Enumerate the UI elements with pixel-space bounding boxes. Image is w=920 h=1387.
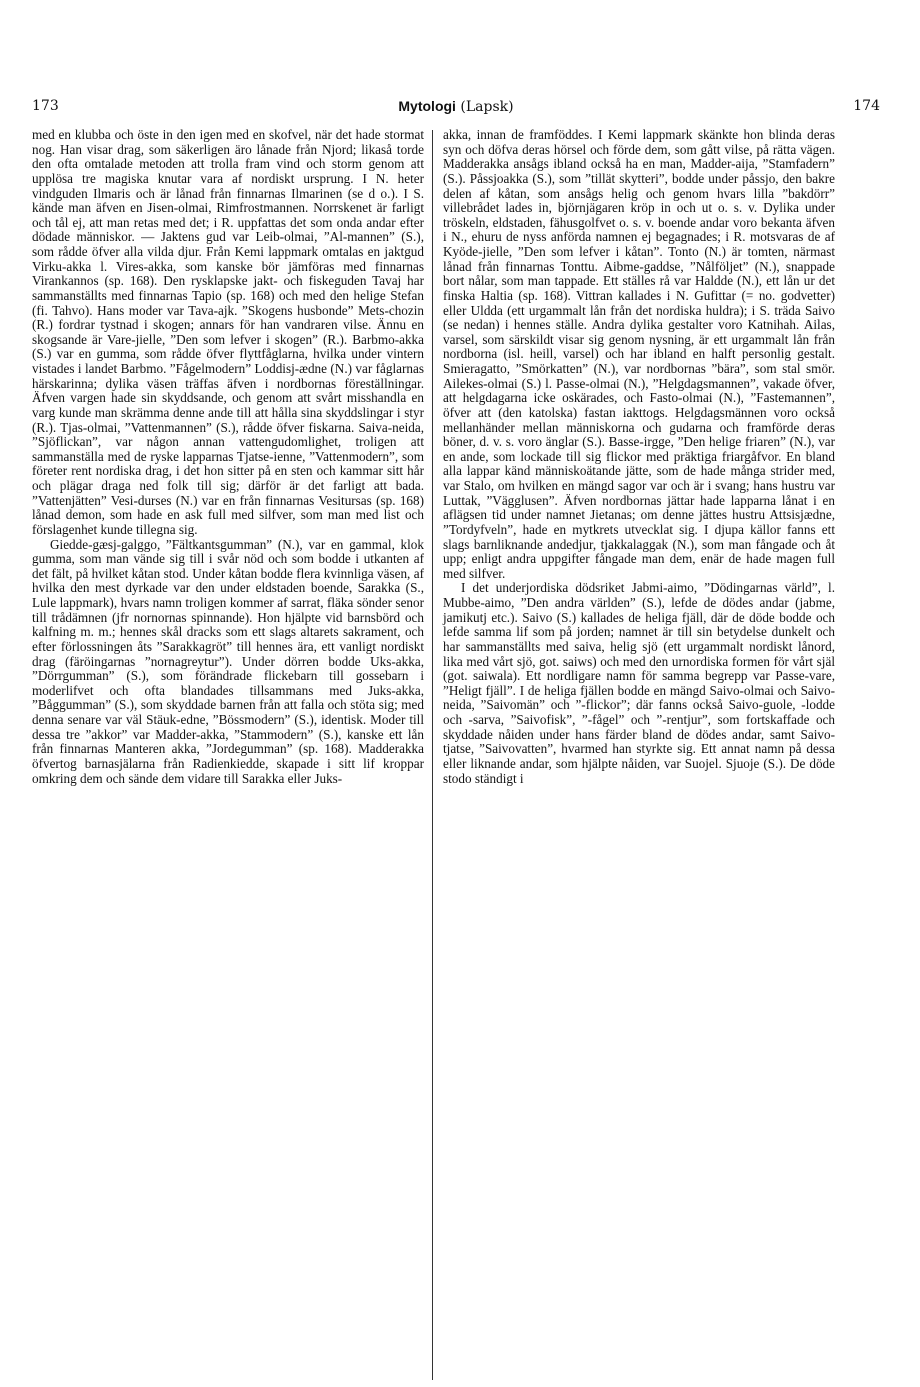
running-title-sub: (Lapsk) <box>460 99 514 115</box>
running-title-main: Mytologi <box>398 98 456 114</box>
column-divider <box>432 130 433 1380</box>
left-column <box>32 128 424 786</box>
left-paragraph-2: Gieddе-gæsj-galggo, ”Fältkantsgumman” (N.), var en gammal, klok gumma, som man vände sig till i svår nöd och som bodde i utkanten af det fält, på hvilket kåtan stod. Under kåtan bodde flera kvinnliga väsen, af hvilka den mest dyrkade var den under eldstaden boende, Sarakka (S., Lule lappmark), hvars namn troligen kommer af sarrat, fläka sönder senor till trådämnen (jfr nornornas spinnande). Hon hjälpte vid barnsbörd och kalfning m. m.; hennes skål dracks som ett slags altarets sakrament, och efter förlossningen åts ”Sarakkagröt” till hennes ära, ett vanligt nordiskt drag (färöingarnas ”nornagreytur”). Under dörren bodde Uks-akka, ”Dörrgumman” (S.), som förändrade flickebarn till gossebarn i moderlifvet och ofta blandades tillsammans med Juks-akka, ”Båggumman” (S.), som skyddade barnen från att falla och stöta sig; med denna senare var väl Stäuk-edne, ”Bössmodern” (S.), identisk. Moder till dessa tre ”akkor” var Madder-akka, ”Stammodern” (S.), kanske ett lån från finnarnas Manteren akka, ”Jordegumman” (sp. 168). Madderakka öfvertog barnasjälarna från Radienkiedde, skapade i sitt lif kroppar omkring dem och sände dem vidare till Sarakka eller Juks- <box>32 536 424 786</box>
right-paragraph-1: akka, innan de framföddes. I Kemi lappmark skänkte hon blinda deras syn och döfva deras hörsel och förde dem, som gått vilse, på rätta vägen. Madderakka ansågs ibland också ha en man, Madder-aija, ”Stamfadern” (S.). Påssjoakka (S.), som ”tillät skytteri”, bodde under påssjo, den bakre delen af kåtan, som ansågs helig och genom hvars lilla ”bakdörr” villebrådet lades in, björnjägaren kröp in och ut o. s. v. Dylika under tröskeln, eldstaden, fähusgolfvet o. s. v. boende andar voro bekanta äfven i N., ehuru de nyss anförda namnen ej begagnades; i R. motsvaras de af Kyöde-jielle, ”Den som lefver i kåtan”. Tonto (N.) är tomten, närmast lånad från finnarnas Tonttu. Aibme-gaddse, ”Nålföljet” (N.), snappade bort nålar, som man tappade. Ett ställes rå var Haldde (N.), ett lån ur det finska Haltia (sp. 168). Vittran kallades i N. Gufittar (= no. godvetter) eller Uldda (ett urgammalt lån från det nordiska huldra); i S. träda Saivo (se nedan) i hennes ställe. Andra dylika gestalter voro Katnihah. Ailas, varsel, som särskildt visar sig genom nysning, är ett urgammalt lån från nordborna (isl. heill, varsel) och har ibland en halft personlig gestalt. Smieragatto, ”Smörkatten” (N.), var nordbornas ”bära”, som stal smör. Ailekes-olmai (S.) l. Passe-olmai (N.), ”Helgdagsmannen”, vakade öfver, att helgdagarna icke oskärades, och Fasto-olmai (N.), ”Fastemannen”, öfver att (den katolska) fastan iakttogs. Helgdagsmännen voro också mellanhänder mellan människorna och gudarna och framförde deras böner, d. v. s. voro änglar (S.). Basse-irgge, ”Den helige friaren” (N.), var en ande, som lockade till sig flickor med präktiga friargåfvor. En bland alla lappar känd människoätande jätte, som de hade många strider med, var Stalo, om hvilken en mängd sagor var och är i svang; hans hustru var Luttak, ”Vägglusen”. Äfven nordbornas jättar hade lapparna lånat i en aflägsen tid under namnet Jietanas; om denne jättes hustru Attsisjædne, ”Tordyfveln”, hade en mytkrets utvecklat sig. I djupa källor fanns ett slags barnliknande andedjur, tjakkalaggak (N.), som man fångade och åt upp; enligt andra uppgifter fångade man dem, enär de hade magen full med silfver. <box>443 127 835 581</box>
right-column <box>443 128 835 786</box>
right-page-number: 174 <box>853 98 880 114</box>
page-header <box>32 96 880 116</box>
left-paragraph-1: med en klubba och öste in den igen med en skofvel, när det hade stormat nog. Han visar drag, som säkerligen äro lånade från Njord; likaså torde den ofta omtalade metoden att trolla fram vind och storm genom att upplösa tre magiska knutar vara af nordiskt ursprung. I N. heter vindguden Ilmaris och är lånad från finnarnas Ilmarinen (se d o.). I S. kände man äfven en Jisen-olmai, Rimfrostmannen. Norrskenet är farligt och tål ej, att man retas med det; i R. uppfattas det som onda andar efter dödade människor. — Jaktens gud var Leib-olmai, ”Al-mannen” (S.), som rådde öfver alla vilda djur. Från Kemi lappmark omtalas en jaktgud Virku-akka l. Vires-akka, som kanske bör jämföras med finnarnas Virankannos (sp. 168). Den rysklapske jakt- och fiskeguden Tavaj har sammanställts med finnarnas Tapio (sp. 168) och med den helige Stefan (fi. Tahvo). Hans moder var Tava-ajk. ”Skogens husbonde” Mets-chozin (R.) fordrar tystnad i skogen; annars för han vandraren vilse. Ännu en skogsande är Vare-jielle, ”Den som lefver i skogen” (R.). Barbmo-akka (S.) var en gumma, som rådde öfver flyttfåglarna, hvilka under vintern vistades i landet Barbmo. ”Fågelmodern” Loddisj-ædne (N.) var fåglarnas härskarinna; dylika väsen träffas äfven i nordbornas föreställningar. Äfven vargen hade sin skyddsande, och genom att svårt misshandla en varg kunde man skrämma denne ande till att hålla sina skyddslingar i styr (R.). Tjas-olmai, ”Vattenmannen” (S.), rådde öfver fiskarna. Saiva-neida, ”Sjöflickan”, var någon annan vattengudomlighet, troligen att sammanställa med de ryske lapparnas Tjatse-ienne, ”Vattenmodern”, som företer rent nordiska drag, i det hon sitter på en sten och kammar sitt hår och plägar draga ned folk till sig; därför är det farligt att bada. ”Vattenjätten” Vesi-durses (N.) var en från finnarnas Vesitursas (sp. 168) lånad demon, som hade en ask full med silfver, som man med list och förslagenhet kunde tillegna sig. <box>32 127 424 537</box>
running-title <box>32 96 880 117</box>
left-page-number: 173 <box>32 98 59 114</box>
right-paragraph-2: I det underjordiska dödsriket Jabmi-aimo, ”Dödingarnas värld”, l. Mubbe-aimo, ”Den andra världen” (S.), lefde de dödes andar (jabme, jamikutj etc.). Saivo (S.) kallades de heliga fjäll, där de döde bodde och lefde samma lif som på jorden; namnet är till sin betydelse dunkelt och har sammanställts med saiva, helig sjö (ett urgammalt nordiskt lånord, lika med vårt sjö, got. saiws) och med den urnordiska formen för vårt själ (got. saiwala). Ett nordligare namn för samma begrepp var Passe-vare, ”Heligt fjäll”. I de heliga fjällen bodde en mängd Saivo-olmai och Saivo-neida, ”Saivomän” och ”-flickor”; där fanns också Saivo-guole, -lodde och -sarva, ”Saivofisk”, ”-fågel” och ”-rentjur”, som fortskaffade och skyddade nåiden under hans färder bland de dödes andar, samt Saivo-tjatse, ”Saivovatten”, hvarmed han styrkte sig. Ett annat namn på dessa eller liknande andar, som hjälpte nåiden, var Suojel. Sjuoje (S.). De döde stodo ständigt i <box>443 580 835 786</box>
